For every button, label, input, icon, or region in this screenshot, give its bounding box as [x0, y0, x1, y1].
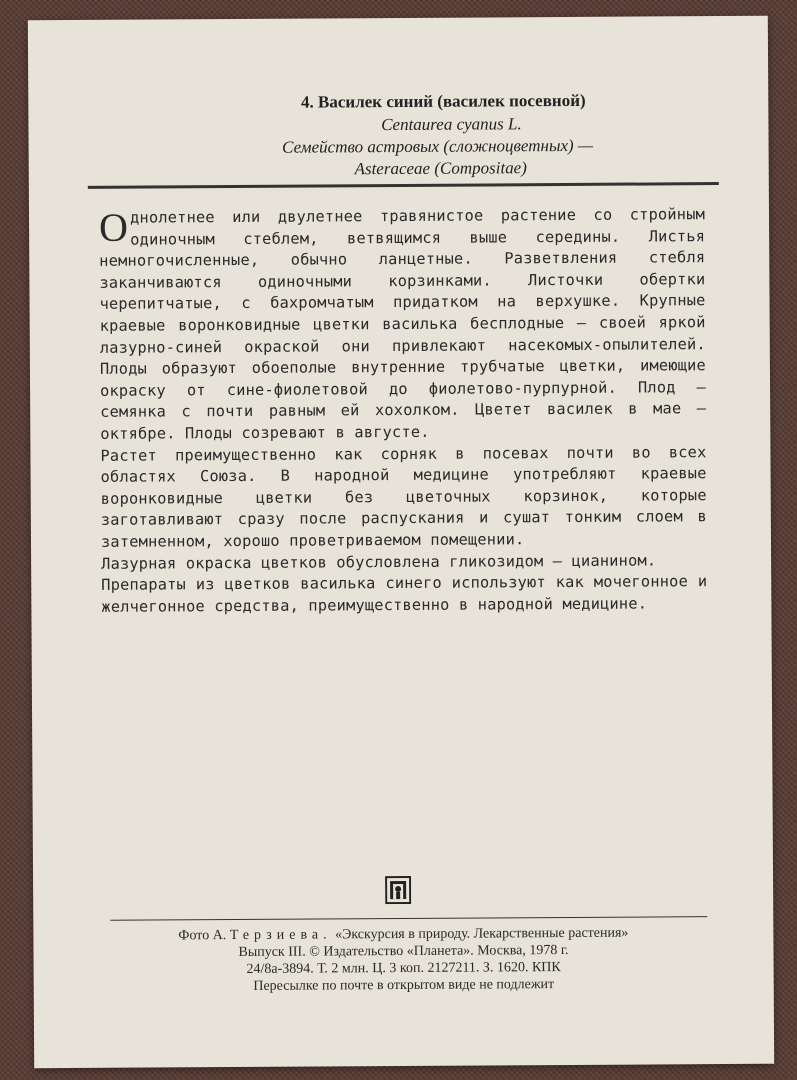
imprint-line-3: 24/8а-3894. Т. 2 млн. Ц. 3 коп. 2127211. З. 1620. КПК	[246, 960, 561, 977]
postcard-back	[28, 16, 774, 1069]
plant-title: 4. Василек синий (василек посевной)	[300, 90, 586, 112]
header-divider	[88, 182, 719, 189]
photo-credit-prefix: Фото А.	[178, 928, 227, 944]
paragraph-description: Однолетнее или двулетнее травянистое растение со стройным одиночным стеблем, ветвящимся выше середины. Листья немногочисленные, обычно ланцетные. Разветвления стебля заканчиваются одиночными корзинками. Листочки обертки черепитчатые, с бахромчатым придатком на верхушке. Крупные краевые воронковидные цветки василька бесплодные — своей яркой лазурно-синей окраской они привлекают насекомых-опылителей. Плоды образуют обоеполые внутренние трубчатые цветки, имеющие окраску от сине-фиолетовой до фиолетово-пурпурной. Плод — семянка с почти равным ей хохолком. Цветет василек в мае — октябре. Плоды созревают в августе.	[98, 204, 707, 443]
description-text	[99, 204, 707, 618]
paragraph-color: Лазурная окраска цветков обусловлена гликозидом — цианином.	[101, 550, 657, 573]
imprint	[73, 924, 733, 996]
family-line-1: Семейство астровых (сложноцветных) —	[282, 135, 594, 157]
card-header	[28, 88, 769, 183]
photographer-name: Терзиева.	[229, 927, 332, 944]
latin-name: Centaurea cyanus L.	[381, 114, 522, 135]
imprint-line-2: Выпуск III. © Издательство «Планета». Москва, 1978 г.	[238, 942, 569, 961]
planeta-publisher-logo-icon	[385, 876, 411, 904]
imprint-line-4: Пересылке по почте в открытом виде не подлежит	[253, 977, 555, 994]
paragraph-habitat: Растет преимущественно как сорняк в посевах почти во всех областях Союза. В народной медицине употребляют краевые воронковидные цветки без цветочных корзинок, которые заготавливают сразу после распускания и сушат тонким слоем в затемненном, хорошо проветриваемом помещении.	[100, 442, 707, 551]
series-name: «Экскурсия в природу. Лекарственные растения»	[335, 925, 629, 943]
paragraph-usage: Препараты из цветков василька синего используют как мочегонное и желчегонное средства, преимущественно в народной медицине.	[101, 572, 708, 616]
footer-divider	[110, 916, 707, 921]
family-line-2: Asteraceae (Compositae)	[354, 158, 527, 179]
